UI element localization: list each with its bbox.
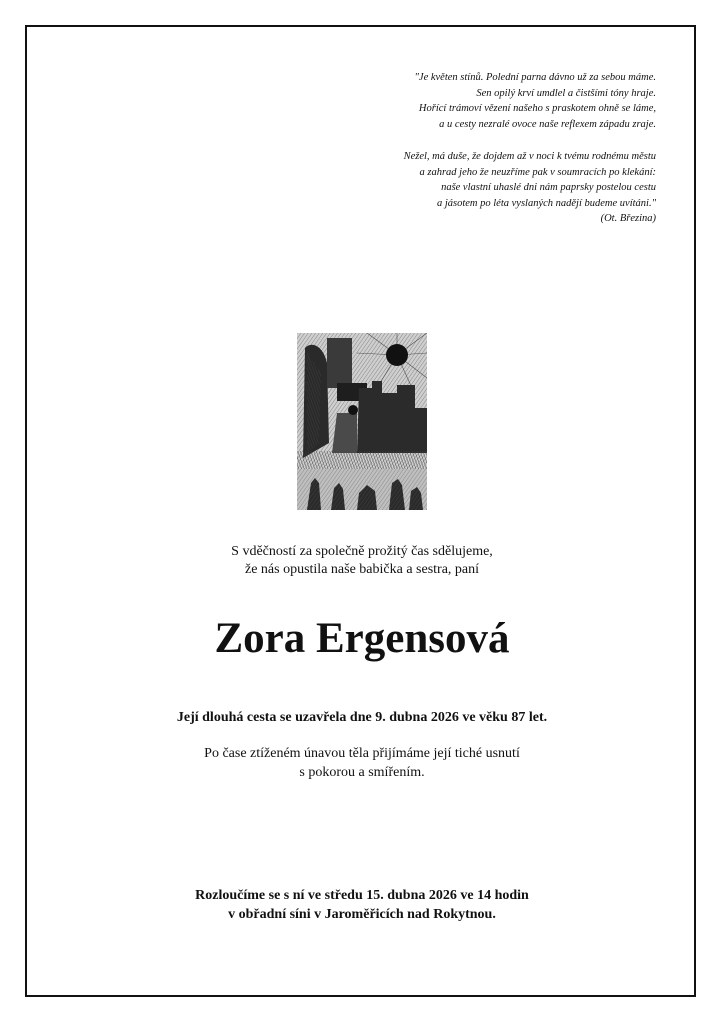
poem-line: a zahrad jeho že neuzříme pak v soumracích po klekání:: [419, 166, 656, 178]
poem-author: (Ot. Březina): [600, 213, 656, 224]
acceptance-line: Po čase ztíženém únavou těla přijímáme její tiché usnutí: [204, 746, 520, 761]
poem-line: naše vlastní uhaslé dni nám paprsky postelou cestu: [441, 182, 656, 193]
farewell-line: Rozloučíme se s ní ve středu 15. dubna 2026 ve 14 hodin: [195, 888, 529, 903]
intro-text: [0, 543, 724, 579]
poem-line: Sen opilý krví umdlel a čistšími tóny hraje.: [476, 87, 656, 99]
poem-line: a jásotem po léta vyslaných nadějí budeme uvítáni.": [436, 197, 656, 209]
farewell-line: v obřadní síni v Jaroměřicích nad Rokytnou.: [228, 907, 496, 922]
poem-line: Hořící trámoví vězení našeho s praskotem ohně se láme,: [418, 103, 656, 114]
poem-stanza-1: [415, 70, 657, 132]
poem-line: a u cesty nezralé ovoce naše reflexem západu zraje.: [439, 118, 656, 130]
poem-line: Nežel, má duše, že dojdem až v noci k tvému rodnému městu: [403, 151, 656, 162]
acceptance-text: [0, 744, 724, 782]
acceptance-line: s pokorou a smířením.: [299, 765, 425, 780]
etching-illustration: [297, 333, 427, 510]
poem-line: "Je květen stínů. Polední parna dávno už za sebou máme.: [414, 72, 656, 83]
deceased-name: Zora Ergensová: [214, 615, 510, 662]
farewell-info: [0, 886, 724, 924]
poem-stanza-2: [404, 149, 656, 227]
death-announcement: Její dlouhá cesta se uzavřela dne 9. dubna 2026 ve věku 87 let.: [176, 710, 548, 725]
intro-line: že nás opustila naše babička a sestra, paní: [244, 562, 480, 577]
intro-line: S vděčností za společně prožitý čas sdělujeme,: [231, 544, 493, 559]
